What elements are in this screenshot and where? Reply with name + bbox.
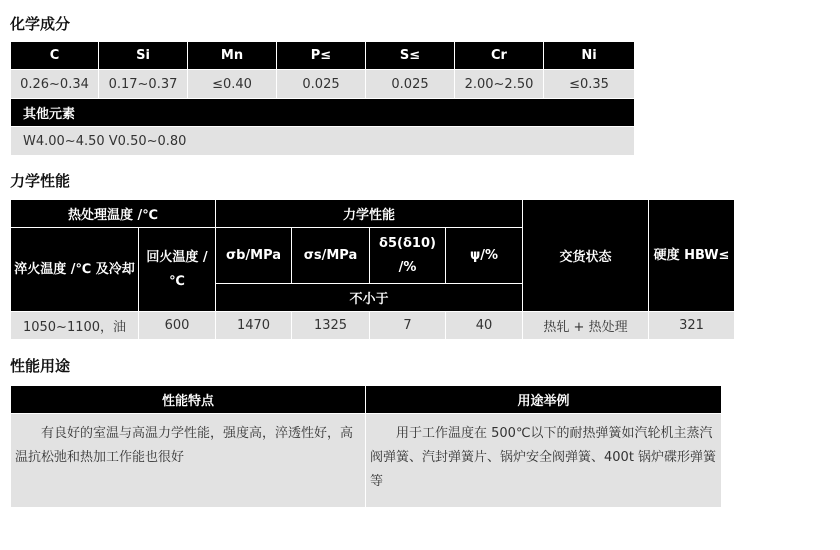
header-temper-temp: 回火温度 /℃ [139,228,216,312]
mechanical-table [10,199,735,340]
value-cr: 2.00~2.50 [455,70,544,99]
value-s: 0.025 [366,70,455,99]
header-hardness: 硬度 HBW≤ [649,200,735,312]
header-other-elements: 其他元素 [11,99,635,127]
value-p: 0.025 [277,70,366,99]
value-delivery: 热轧 + 热处理 [523,312,649,340]
header-p: P≤ [277,42,366,70]
usage-table [10,385,722,508]
header-features: 性能特点 [11,386,366,414]
header-delivery-state: 交货状态 [523,200,649,312]
value-quench: 1050~1100，油 [11,312,139,340]
value-hardness: 321 [649,312,735,340]
value-si: 0.17~0.37 [99,70,188,99]
section-title-usage: 性能用途 [10,357,71,375]
header-sigma-b: σb/MPa [216,228,292,284]
header-usage: 用途举例 [366,386,722,414]
header-mechanical-properties: 力学性能 [216,200,523,228]
value-sigma-b: 1470 [216,312,292,340]
value-sigma-s: 1325 [292,312,370,340]
header-sigma-s: σs/MPa [292,228,370,284]
value-delta: 7 [370,312,446,340]
value-c: 0.26~0.34 [11,70,99,99]
header-quench-temp: 淬火温度 /℃ 及冷却 [11,228,139,312]
value-mn: ≤0.40 [188,70,277,99]
features-text: 有良好的室温与高温力学性能，强度高，淬透性好，高温抗松弛和热加工作能也很好 [11,414,366,508]
value-psi: 40 [446,312,523,340]
header-s: S≤ [366,42,455,70]
header-delta: δ5(δ10) /% [370,228,446,284]
header-cr: Cr [455,42,544,70]
header-c: C [11,42,99,70]
header-psi: ψ/% [446,228,523,284]
value-other-elements: W4.00~4.50 V0.50~0.80 [11,127,635,156]
section-title-chemical: 化学成分 [10,15,71,33]
header-mn: Mn [188,42,277,70]
section-title-mechanical: 力学性能 [10,172,71,190]
header-heat-treatment: 热处理温度 /℃ [11,200,216,228]
value-temper: 600 [139,312,216,340]
usage-text: 用于工作温度在 500℃以下的耐热弹簧如汽轮机主蒸汽阀弹簧、汽封弹簧片、锅炉安全阀弹簧、400t 锅炉碟形弹簧等 [366,414,722,508]
header-ni: Ni [544,42,635,70]
chemical-table [10,41,635,156]
value-ni: ≤0.35 [544,70,635,99]
header-si: Si [99,42,188,70]
header-not-less-than: 不小于 [216,284,523,312]
